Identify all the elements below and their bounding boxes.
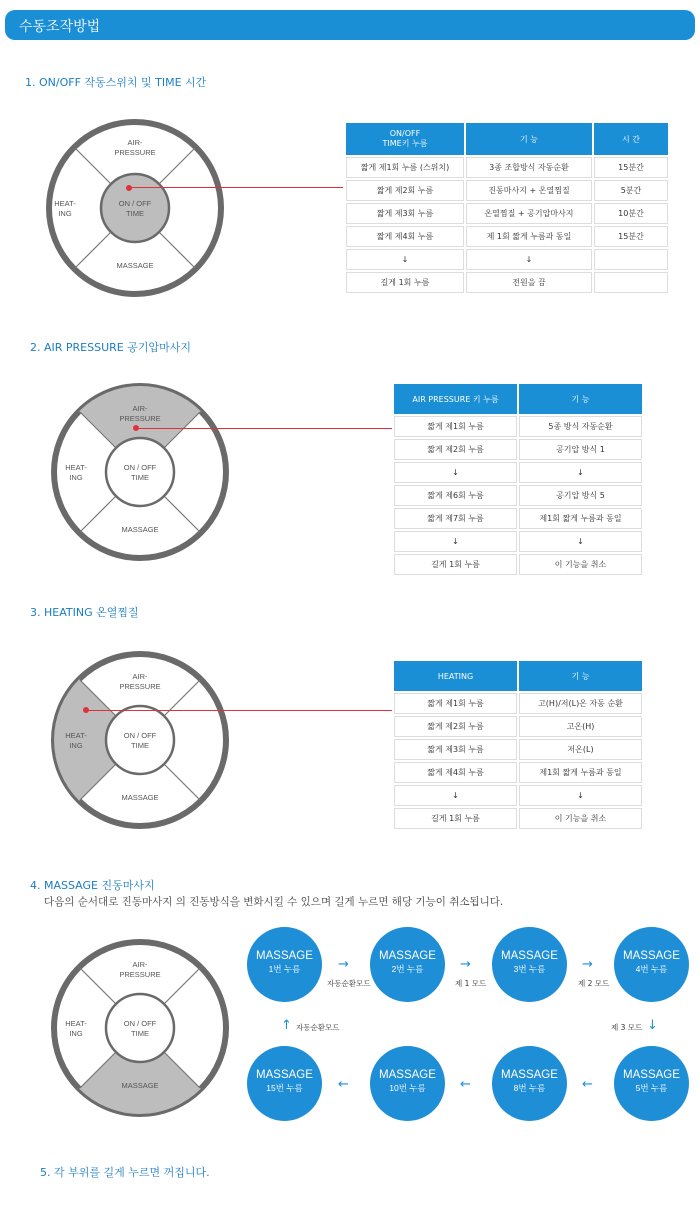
massage-step-15: MASSAGE 15번 누름 [247,1046,322,1121]
table-row: 짧게 제2회 누름 공기압 방식 1 [394,439,642,460]
flow-label-mode-1: 제 1 모드 [455,979,487,988]
arrow-left-icon: ← [460,1077,471,1092]
table-row: 짧게 제4회 누름 제 1회 짧게 누름과 동일 15분간 [346,226,668,247]
table-row: 짧게 제1회 누름 5종 방식 자동순환 [394,416,642,437]
section-2-title: 2. AIR PRESSURE 공기압마사지 [30,341,191,354]
dial-label-onoff: ON / OFF [123,463,157,472]
controller-dial-3 [50,650,230,830]
massage-step-10: MASSAGE 10번 누름 [370,1046,445,1121]
flow-label-auto-2: 자동순환모드 [296,1023,340,1032]
dial-label-air: AIR- [127,138,143,147]
connector-line-3 [88,710,392,711]
dial-label-ing: ING [69,473,83,482]
onoff-header-col3: 시 간 [594,123,668,155]
dial-label-massage: MASSAGE [116,261,154,270]
controller-dial-1 [45,118,225,298]
table-row: 짧게 제2회 누름 고온(H) [394,716,642,737]
connector-line-2 [138,428,392,429]
massage-step-4: MASSAGE 4번 누름 [614,927,689,1002]
table-row: 짧게 제1회 누름 고(H)/저(L)온 자동 순환 [394,693,642,714]
dial-label-pressure: PRESSURE [119,970,161,979]
dial-label-heat: HEAT- [65,1019,87,1028]
arrow-down-icon: ↓ [647,1018,658,1033]
connector-line-1 [132,187,343,188]
dial-label-heat: HEAT- [65,463,87,472]
arrow-right-icon: → [338,957,349,972]
dial-label-massage: MASSAGE [121,1081,159,1090]
table-row: ↓ ↓ [394,531,642,552]
dial-label-ing: ING [69,1029,83,1038]
massage-step-5: MASSAGE 5번 누름 [614,1046,689,1121]
onoff-header-col1: ON/OFF TIME키 누름 [346,123,464,155]
dial-label-onoff: ON / OFF [118,199,152,208]
table-row: 길게 1회 누름 전원을 끔 [346,272,668,293]
section-1-title: 1. ON/OFF 작동스위치 및 TIME 시간 [25,76,207,89]
controller-dial-4 [50,938,230,1118]
dial-label-ing: ING [58,209,72,218]
arrow-right-icon: → [582,957,593,972]
onoff-table [344,121,670,295]
table-row: ↓ ↓ [394,462,642,483]
page-title: 수동조작방법 [19,19,101,35]
heating-table [392,659,644,831]
massage-step-3: MASSAGE 3번 누름 [492,927,567,1002]
onoff-header-col2: 기 능 [466,123,592,155]
page-header [5,10,695,40]
dial-label-ing: ING [69,741,83,750]
dial-label-pressure: PRESSURE [114,148,156,157]
massage-step-8: MASSAGE 8번 누름 [492,1046,567,1121]
arrow-up-icon: ↑ [281,1018,292,1033]
dial-label-onoff: ON / OFF [123,1019,157,1028]
table-row: ↓ ↓ [346,249,668,270]
flow-label-mode-2: 제 2 모드 [578,979,610,988]
table-row: ↓ ↓ [394,785,642,806]
dial-label-heat: HEAT- [54,199,76,208]
table-row: 길게 1회 누름 이 기능을 취소 [394,554,642,575]
dial-label-onoff: ON / OFF [123,731,157,740]
table-row: 짧게 제3회 누름 저온(L) [394,739,642,760]
table-row: 짧게 제4회 누름 제1회 짧게 누름과 동일 [394,762,642,783]
dial-label-air: AIR- [132,960,148,969]
dial-label-heat: HEAT- [65,731,87,740]
dial-label-pressure: PRESSURE [119,414,161,423]
dial-label-air: AIR- [132,404,148,413]
dial-label-pressure: PRESSURE [119,682,161,691]
heating-header-col2: 기 능 [519,661,642,691]
table-row: 길게 1회 누름 이 기능을 취소 [394,808,642,829]
arrow-left-icon: ← [582,1077,593,1092]
air-pressure-table [392,382,644,577]
arrow-left-icon: ← [338,1077,349,1092]
flow-label-auto-1: 자동순환모드 [327,979,371,988]
section-5-title: 5. 각 부위를 길게 누르면 꺼집니다. [40,1166,210,1179]
section-3-title: 3. HEATING 온열찜질 [30,606,139,619]
table-row: 짧게 제1회 누름 (스위치) 3종 조합방식 자동순환 15분간 [346,157,668,178]
air-header-col1: AIR PRESSURE 키 누름 [394,384,517,414]
air-header-col2: 기 능 [519,384,642,414]
dial-label-time: TIME [131,741,149,750]
section-4-title: 4. MASSAGE 진동마사지 [30,879,155,892]
table-row: 짧게 제3회 누름 온열찜질 + 공기압마사지 10분간 [346,203,668,224]
table-row: 짧게 제7회 누름 제1회 짧게 누름과 동일 [394,508,642,529]
dial-label-time: TIME [131,473,149,482]
arrow-right-icon: → [460,957,471,972]
dial-label-time: TIME [126,209,144,218]
massage-step-2: MASSAGE 2번 누름 [370,927,445,1002]
heating-header-col1: HEATING [394,661,517,691]
dial-label-massage: MASSAGE [121,793,159,802]
controller-dial-2 [50,382,230,562]
massage-step-1: MASSAGE 1번 누름 [247,927,322,1002]
flow-label-mode-3: 제 3 모드 [611,1023,643,1032]
dial-label-time: TIME [131,1029,149,1038]
section-4-description: 다음의 순서대로 진동마사지 의 진동방식을 변화시킬 수 있으며 길게 누르면 해당 기능이 취소됩니다. [44,896,504,908]
dial-label-air: AIR- [132,672,148,681]
table-row: 짧게 제6회 누름 공기압 방식 5 [394,485,642,506]
table-row: 짧게 제2회 누름 진동마사지 + 온열찜질 5분간 [346,180,668,201]
dial-label-massage: MASSAGE [121,525,159,534]
